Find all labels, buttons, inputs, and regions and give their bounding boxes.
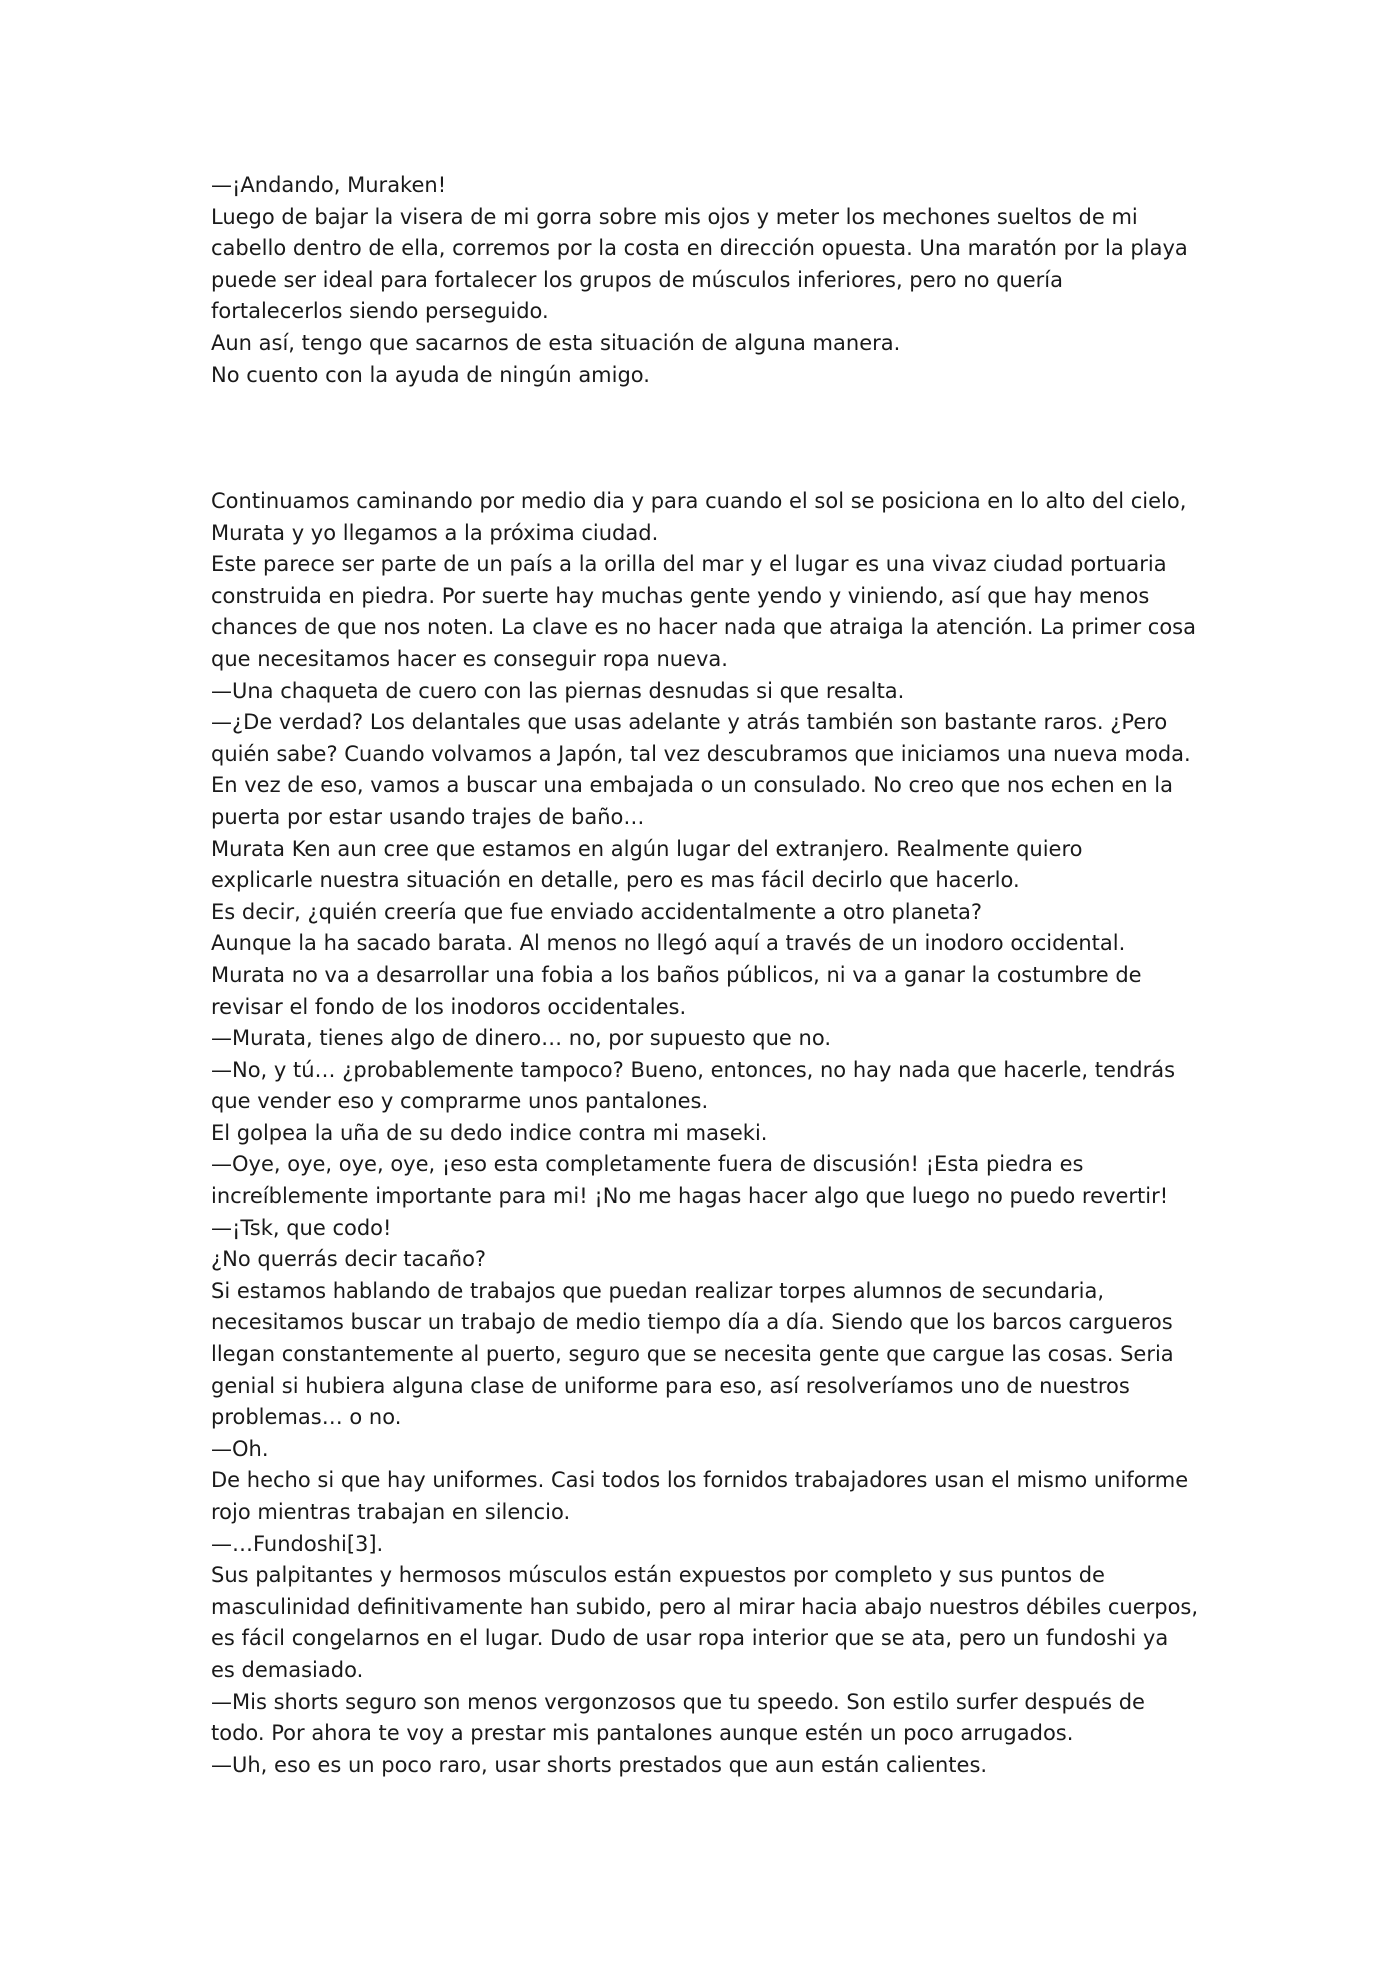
- text-line: chances de que nos noten. La clave es no hacer nada que atraiga la atención. La primer cosa: [211, 615, 1196, 640]
- text-line: No cuento con la ayuda de ningún amigo.: [211, 362, 650, 387]
- text-line: fortalecerlos siendo perseguido.: [211, 299, 549, 324]
- text-line: —…Fundoshi[3].: [211, 1531, 384, 1556]
- text-line: Murata no va a desarrollar una fobia a los baños públicos, ni va a ganar la costumbre de: [211, 962, 1142, 987]
- section-2: [211, 486, 1211, 1781]
- text-line: —Oh.: [211, 1436, 269, 1461]
- text-line: —¿De verdad? Los delantales que usas adelante y atrás también son bastante raros. ¿Pero: [211, 710, 1168, 735]
- text-line: —Murata, tienes algo de dinero… no, por supuesto que no.: [211, 1026, 831, 1051]
- text-line: es fácil congelarnos en el lugar. Dudo de usar ropa interior que se ata, pero un fundoshi ya: [211, 1626, 1169, 1651]
- text-line: Este parece ser parte de un país a la orilla del mar y el lugar es una vivaz ciudad portuaria: [211, 552, 1167, 577]
- text-line: Sus palpitantes y hermosos músculos están expuestos por completo y sus puntos de: [211, 1563, 1105, 1588]
- text-line: Si estamos hablando de trabajos que puedan realizar torpes alumnos de secundaria,: [211, 1278, 1105, 1303]
- text-line: Aunque la ha sacado barata. Al menos no llegó aquí a través de un inodoro occidental.: [211, 931, 1126, 956]
- text-line: —Mis shorts seguro son menos vergonzosos que tu speedo. Son estilo surfer después de: [211, 1689, 1145, 1714]
- text-line: puede ser ideal para fortalecer los grupos de músculos inferiores, pero no quería: [211, 267, 1063, 292]
- text-line: quién sabe? Cuando volvamos a Japón, tal vez descubramos que iniciamos una nueva moda.: [211, 741, 1191, 766]
- text-line: puerta por estar usando trajes de baño…: [211, 804, 645, 829]
- text-line: que necesitamos hacer es conseguir ropa nueva.: [211, 646, 728, 671]
- text-line: necesitamos buscar un trabajo de medio tiempo día a día. Siendo que los barcos cargueros: [211, 1310, 1173, 1335]
- text-line: genial si hubiera alguna clase de uniforme para eso, así resolveríamos uno de nuestros: [211, 1373, 1130, 1398]
- text-line: llegan constantemente al puerto, seguro que se necesita gente que cargue las cosas. Seria: [211, 1342, 1174, 1367]
- text-line: increíblemente importante para mi! ¡No me hagas hacer algo que luego no puedo revertir!: [211, 1184, 1169, 1209]
- section-1: [211, 170, 1211, 391]
- text-line: Aun así, tengo que sacarnos de esta situación de alguna manera.: [211, 330, 901, 355]
- text-line: problemas… o no.: [211, 1405, 402, 1430]
- text-line: —¡Tsk, que codo!: [211, 1215, 392, 1240]
- text-line: —Uh, eso es un poco raro, usar shorts prestados que aun están calientes.: [211, 1752, 988, 1777]
- text-line: ¿No querrás decir tacaño?: [211, 1247, 487, 1272]
- text-line: construida en piedra. Por suerte hay muchas gente yendo y viniendo, así que hay menos: [211, 583, 1150, 608]
- text-line: Continuamos caminando por medio dia y para cuando el sol se posiciona en lo alto del cielo,: [211, 489, 1187, 513]
- text-line: Luego de bajar la visera de mi gorra sobre mis ojos y meter los mechones sueltos de mi: [211, 204, 1138, 229]
- text-line: En vez de eso, vamos a buscar una embajada o un consulado. No creo que nos echen en la: [211, 773, 1173, 798]
- text-line: —¡Andando, Muraken!: [211, 173, 447, 197]
- text-line: masculinidad definitivamente han subido, pero al mirar hacia abajo nuestros débiles cuerpos,: [211, 1594, 1199, 1619]
- text-line: El golpea la uña de su dedo indice contra mi maseki.: [211, 1120, 768, 1145]
- text-line: explicarle nuestra situación en detalle, pero es mas fácil decirlo que hacerlo.: [211, 868, 1020, 893]
- text-line: Es decir, ¿quién creería que fue enviado accidentalmente a otro planeta?: [211, 899, 982, 924]
- text-line: revisar el fondo de los inodoros occidentales.: [211, 994, 687, 1019]
- text-line: rojo mientras trabajan en silencio.: [211, 1500, 571, 1524]
- text-line: Murata y yo llegamos a la próxima ciudad.: [211, 520, 659, 545]
- text-line: —Una chaqueta de cuero con las piernas desnudas si que resalta.: [211, 678, 905, 703]
- text-line: De hecho si que hay uniformes. Casi todos los fornidos trabajadores usan el mismo uniforme: [211, 1468, 1189, 1493]
- text-line: —No, y tú… ¿probablemente tampoco? Bueno, entonces, no hay nada que hacerle, tendrás: [211, 1057, 1176, 1082]
- text-line: que vender eso y comprarme unos pantalones.: [211, 1089, 709, 1114]
- text-line: —Oye, oye, oye, oye, ¡eso esta completamente fuera de discusión! ¡Esta piedra es: [211, 1152, 1084, 1177]
- text-line: cabello dentro de ella, corremos por la costa en dirección opuesta. Una maratón por la playa: [211, 236, 1188, 261]
- text-line: todo. Por ahora te voy a prestar mis pantalones aunque estén un poco arrugados.: [211, 1721, 1074, 1746]
- text-line: es demasiado.: [211, 1657, 364, 1682]
- text-line: Murata Ken aun cree que estamos en algún lugar del extranjero. Realmente quiero: [211, 836, 1083, 861]
